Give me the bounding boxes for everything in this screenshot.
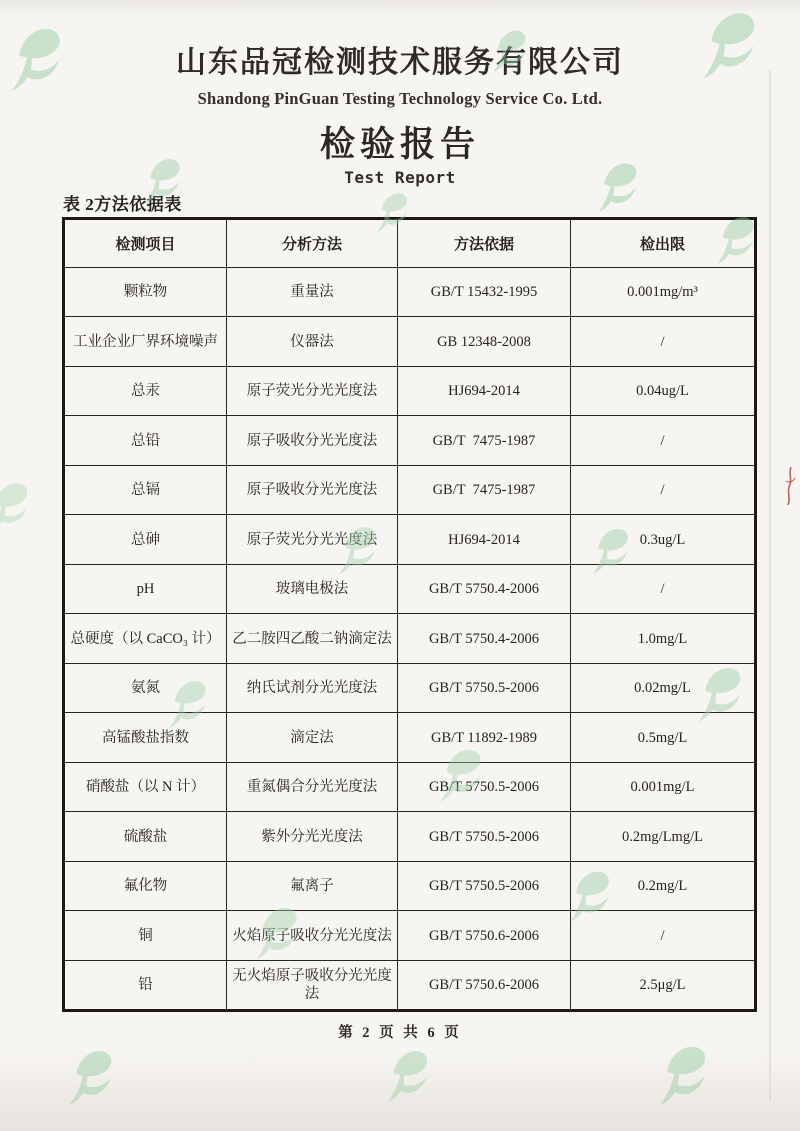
cell-analysis-method: 重量法	[227, 267, 398, 317]
cell-detection-limit: /	[571, 465, 756, 515]
cell-detection-limit: 0.2mg/L	[571, 861, 756, 911]
table-row	[64, 762, 756, 812]
company-name-en: Shandong PinGuan Testing Technology Service Co. Ltd.	[197, 88, 603, 108]
cell-test-item: 总砷	[64, 515, 227, 565]
report-title-en: Test Report	[344, 168, 456, 188]
cell-method-basis: GB/T 5750.5-2006	[398, 663, 571, 713]
cell-detection-limit: 0.3ug/L	[571, 515, 756, 565]
cell-detection-limit: 0.5mg/L	[571, 713, 756, 763]
table-row	[64, 366, 756, 416]
cell-detection-limit: /	[571, 911, 756, 961]
cell-method-basis: GB/T 5750.5-2006	[398, 762, 571, 812]
cell-method-basis: GB/T 5750.5-2006	[398, 812, 571, 862]
cell-test-item: 硫酸盐	[64, 812, 227, 862]
table-row	[64, 960, 756, 1011]
cell-analysis-method: 乙二胺四乙酸二钠滴定法	[227, 614, 398, 664]
table-row	[64, 861, 756, 911]
cell-analysis-method: 原子吸收分光光度法	[227, 465, 398, 515]
cell-method-basis: GB/T 7475-1987	[398, 416, 571, 466]
table-row	[64, 663, 756, 713]
column-header-analysis-method: 分析方法	[227, 218, 398, 267]
table-row	[64, 564, 756, 614]
cell-detection-limit: 0.001mg/L	[571, 762, 756, 812]
table-row	[64, 465, 756, 515]
cell-method-basis: HJ694-2014	[398, 515, 571, 565]
cell-test-item: 硝酸盐（以 N 计）	[64, 762, 227, 812]
cell-analysis-method: 重氮偶合分光光度法	[227, 762, 398, 812]
table-row	[64, 416, 756, 466]
cell-analysis-method: 紫外分光光度法	[227, 812, 398, 862]
table-row	[64, 267, 756, 317]
cell-method-basis: GB/T 15432-1995	[398, 267, 571, 317]
cell-detection-limit: 0.02mg/L	[571, 663, 756, 713]
column-header-detection-limit: 检出限	[571, 218, 756, 267]
cell-test-item: 总硬度（以 CaCO₃ 计）	[64, 614, 227, 664]
cell-analysis-method: 仪器法	[227, 317, 398, 367]
red-pen-mark-icon	[782, 464, 798, 516]
pinguan-leaf-logo-icon	[384, 1044, 428, 1108]
cell-test-item: 高锰酸盐指数	[64, 713, 227, 763]
cell-method-basis: HJ694-2014	[398, 366, 571, 416]
company-name-cn: 山东品冠检测技术服务有限公司	[176, 46, 624, 79]
cell-analysis-method: 氟离子	[227, 861, 398, 911]
table-row	[64, 317, 756, 367]
report-header	[0, 0, 800, 187]
cell-detection-limit: /	[571, 317, 756, 367]
table-row	[64, 911, 756, 961]
cell-method-basis: GB/T 11892-1989	[398, 713, 571, 763]
table-row	[64, 812, 756, 862]
cell-detection-limit: 0.2mg/Lmg/L	[571, 812, 756, 862]
cell-test-item: 铅	[64, 960, 227, 1011]
cell-test-item: 颗粒物	[64, 267, 227, 317]
cell-analysis-method: 纳氏试剂分光光度法	[227, 663, 398, 713]
cell-method-basis: GB 12348-2008	[398, 317, 571, 367]
cell-test-item: 总镉	[64, 465, 227, 515]
cell-detection-limit: /	[571, 416, 756, 466]
cell-test-item: pH	[64, 564, 227, 614]
cell-detection-limit: /	[571, 564, 756, 614]
cell-detection-limit: 0.04ug/L	[571, 366, 756, 416]
cell-analysis-method: 原子荧光分光光度法	[227, 366, 398, 416]
cell-method-basis: GB/T 5750.6-2006	[398, 960, 571, 1011]
cell-analysis-method: 玻璃电极法	[227, 564, 398, 614]
pinguan-leaf-logo-icon	[66, 1042, 112, 1112]
cell-method-basis: GB/T 5750.5-2006	[398, 861, 571, 911]
table-body	[64, 267, 756, 1011]
cell-test-item: 氨氮	[64, 663, 227, 713]
page-number-footer: 第 2 页 共 6 页	[338, 1025, 462, 1041]
pinguan-leaf-logo-icon	[656, 1038, 706, 1112]
column-header-method-basis: 方法依据	[398, 218, 571, 267]
table-row	[64, 515, 756, 565]
cell-detection-limit: 1.0mg/L	[571, 614, 756, 664]
cell-test-item: 工业企业厂界环境噪声	[64, 317, 227, 367]
cell-method-basis: GB/T 5750.4-2006	[398, 614, 571, 664]
table-row	[64, 713, 756, 763]
column-header-test-item: 检测项目	[64, 218, 227, 267]
cell-method-basis: GB/T 5750.4-2006	[398, 564, 571, 614]
cell-analysis-method: 原子荧光分光光度法	[227, 515, 398, 565]
scan-crease-line	[769, 70, 771, 1100]
cell-detection-limit: 2.5μg/L	[571, 960, 756, 1011]
cell-test-item: 总汞	[64, 366, 227, 416]
cell-analysis-method: 火焰原子吸收分光光度法	[227, 911, 398, 961]
table-header-row	[64, 218, 756, 267]
report-title-cn: 检验报告	[319, 125, 480, 165]
cell-analysis-method: 无火焰原子吸收分光光度法	[227, 960, 398, 1011]
cell-test-item: 总铅	[64, 416, 227, 466]
pinguan-leaf-logo-icon	[0, 478, 28, 536]
cell-detection-limit: 0.001mg/m³	[571, 267, 756, 317]
table-caption: 表 2方法依据表	[63, 195, 182, 215]
cell-analysis-method: 原子吸收分光光度法	[227, 416, 398, 466]
cell-test-item: 铜	[64, 911, 227, 961]
method-basis-table	[62, 217, 757, 1013]
cell-method-basis: GB/T 5750.6-2006	[398, 911, 571, 961]
table-row	[64, 614, 756, 664]
cell-method-basis: GB/T 7475-1987	[398, 465, 571, 515]
cell-analysis-method: 滴定法	[227, 713, 398, 763]
cell-test-item: 氟化物	[64, 861, 227, 911]
